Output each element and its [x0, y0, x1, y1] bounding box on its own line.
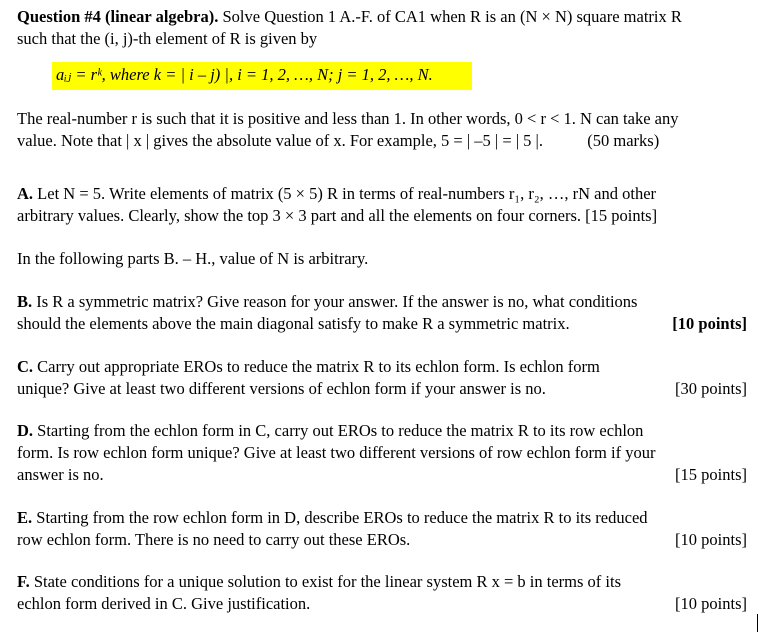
part-c-label: C. — [17, 357, 34, 376]
parts-note: In the following parts B. – H., value of N is arbitrary. — [17, 249, 369, 268]
question-intro — [17, 6, 747, 50]
part-a — [17, 183, 747, 227]
part-b-line2: should the elements above the main diagonal satisfy to make R a symmetric matrix. — [17, 314, 570, 333]
marks-label: (50 marks) — [587, 131, 660, 150]
part-d-line3: answer is no. — [17, 465, 104, 484]
part-c-line2: unique? Give at least two different versions of echlon form if your answer is no. — [17, 379, 546, 398]
realnumber-line2: value. Note that | x | gives the absolute value of x. For example, 5 = | –5 | = | 5 |. — [17, 131, 543, 150]
part-e-points: [10 points] — [675, 530, 747, 549]
formula-text: aᵢⱼ = rᵏ, where k = | i – j) |, i = 1, 2, …, N; j = 1, 2, …, N. — [56, 65, 433, 84]
part-f-label: F. — [17, 572, 30, 591]
part-f-line2: echlon form derived in C. Give justification. — [17, 594, 311, 613]
part-e — [17, 507, 747, 551]
part-d-points: [15 points] — [675, 465, 747, 484]
part-d — [17, 420, 747, 486]
part-e-line1: Starting from the row echlon form in D, describe EROs to reduce the matrix R to its reduced — [36, 508, 648, 527]
part-c-line1: Carry out appropriate EROs to reduce the matrix R to its echlon form. Is echlon form — [37, 357, 600, 376]
part-f-line1: State conditions for a unique solution to exist for the linear system R x = b in terms of its — [33, 572, 622, 591]
part-d-line2: form. Is row echlon form unique? Give at least two different versions of row echlon form if your — [17, 443, 656, 462]
part-b-label: B. — [17, 292, 33, 311]
realnumber-line1: The real-number r is such that it is positive and less than 1. In other words, 0 < r < 1. N can take any — [17, 109, 679, 128]
question-intro-line1: Solve Question 1 A.-F. of CA1 when R is an (N × N) square matrix R — [222, 7, 682, 26]
part-e-label: E. — [17, 508, 33, 527]
part-c-points: [30 points] — [675, 379, 747, 398]
realnumber-paragraph — [17, 108, 747, 152]
part-d-label: D. — [17, 421, 34, 440]
part-d-line1: Starting from the echlon form in C, carry out EROs to reduce the matrix R to its row echlon — [37, 421, 644, 440]
question-intro-line2: such that the (i, j)-th element of R is given by — [17, 29, 318, 48]
part-c — [17, 356, 747, 400]
part-b-points: [10 points] — [672, 314, 747, 333]
part-e-line2: row echlon form. There is no need to carry out these EROs. — [17, 530, 411, 549]
text-cursor — [757, 614, 758, 632]
question-heading: Question #4 (linear algebra). — [17, 7, 219, 26]
part-b — [17, 291, 747, 335]
part-f — [17, 571, 747, 615]
part-b-line1: Is R a symmetric matrix? Give reason for your answer. If the answer is no, what conditions — [36, 292, 638, 311]
part-f-points: [10 points] — [675, 594, 747, 613]
part-a-line1: Let N = 5. Write elements of matrix (5 × 5) R in terms of real-numbers r₁, r₂, …, rN and other — [37, 184, 657, 203]
part-a-label: A. — [17, 184, 34, 203]
part-a-line2: arbitrary values. Clearly, show the top 3 × 3 part and all the elements on four corners. [15 points] — [17, 206, 658, 225]
